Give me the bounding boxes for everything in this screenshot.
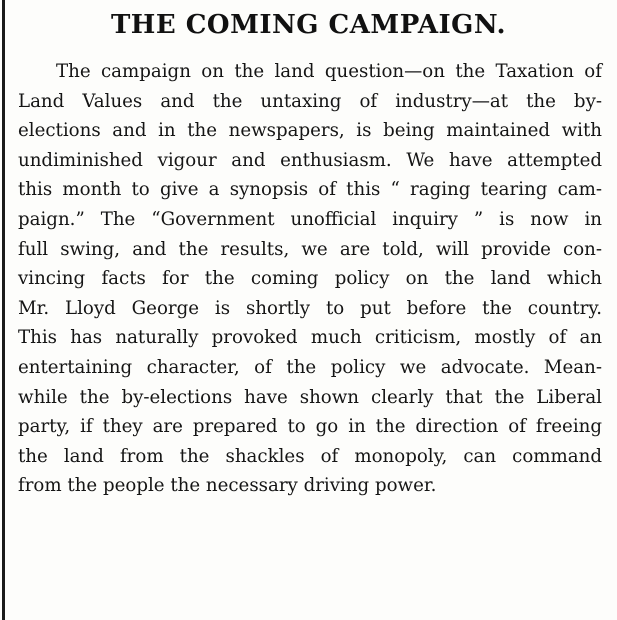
article-line: while the by-elections have shown clearly that the Liberal [18, 386, 602, 408]
article-line: this month to give a synopsis of this “ raging tearing cam- [18, 179, 602, 201]
article-title: THE COMING CAMPAIGN. [110, 10, 507, 40]
column-rule [2, 0, 5, 620]
article-line: elections and in the newspapers, is being maintained with [18, 120, 602, 142]
article-line: vincing facts for the coming policy on the land which [18, 268, 602, 290]
article-line: party, if they are prepared to go in the direction of freeing [18, 416, 602, 438]
article-line: Mr. Lloyd George is shortly to put before the country. [18, 297, 602, 319]
article-line: from the people the necessary driving power. [18, 475, 437, 497]
article-line: Land Values and the untaxing of industry—at the by- [18, 90, 602, 112]
article-line: undiminished vigour and enthusiasm. We have attempted [18, 149, 602, 171]
article-line: paign.” The “Government unofficial inquiry ” is now in [18, 208, 602, 230]
article-line: The campaign on the land question—on the Taxation of [56, 61, 602, 82]
article-line: This has naturally provoked much criticism, mostly of an [18, 327, 602, 349]
article-line: the land from the shackles of monopoly, can command [18, 445, 602, 467]
article-line: full swing, and the results, we are told, will provide con- [18, 238, 602, 260]
article-line: entertaining character, of the policy we advocate. Mean- [18, 356, 602, 378]
article-body [18, 57, 602, 501]
